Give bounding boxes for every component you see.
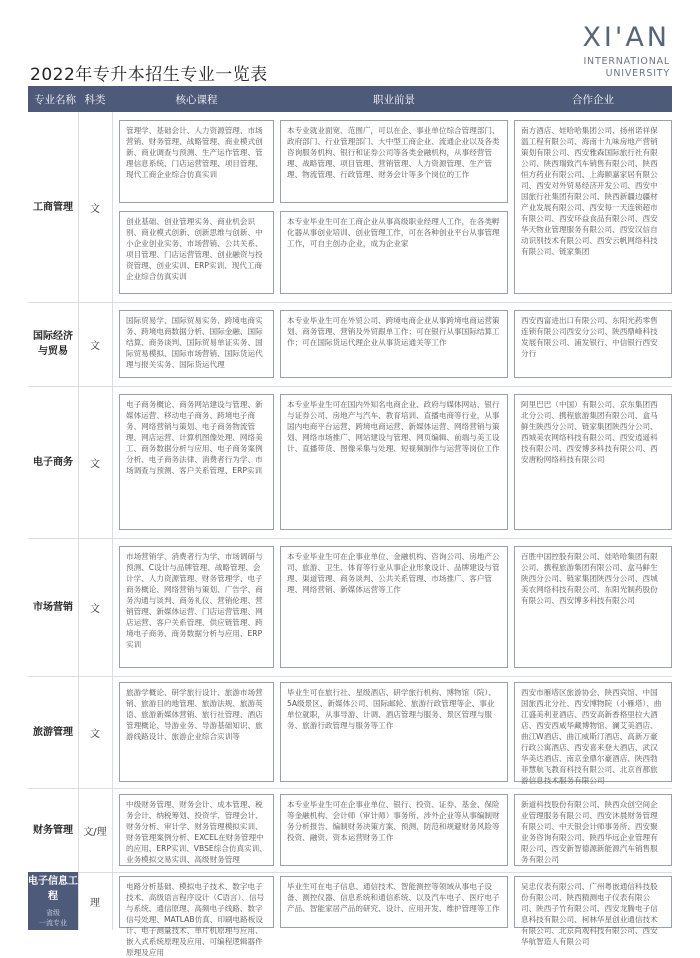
table-row bbox=[28, 112, 672, 303]
logo-line-university: UNIVERSITY bbox=[605, 68, 670, 79]
university-logo: XI'AN bbox=[582, 22, 670, 53]
major-category: 文 bbox=[90, 340, 100, 352]
major-category: 理 bbox=[90, 897, 100, 909]
career-prospects: 本专业就业面宽、范围广，可以在企、事业单位综合管理部门、政府部门、行业管理部门、大中型工商企业、流通企业以及各类咨询服务机构、银行和证券公司等各类金融机构，从事经营管理、战略管理、项目管理、营销管理、人力资源管理、生产管理、物流管理、行政管理、财务会计等多个岗位的工作 bbox=[280, 120, 508, 203]
core-courses: 电路分析基础、模拟电子技术、数字电子技术、高级语言程序设计（C语言）、信号与系统、通信原理、高频电子线路、数字信号处理、MATLAB仿真、印刷电路板设计、电子测量技术、单片机原理与应用、嵌入式系统原理及应用、可编程逻辑器件原理及应用 bbox=[119, 876, 274, 928]
logo-line-international: INTERNATIONAL bbox=[583, 56, 670, 67]
career-prospects: 本专业毕业生可在国内外知名电商企业、政府与媒体网站、银行与证券公司、房地产与汽车、教育培训、直播电商等行业，从事国内电商平台运营、跨境电商运营、新媒体运营、网络营销与策划、网络市场推广、网站建设与管理、网页编辑、前端与美工设计、直播带货、图像采集与处理、短视频制作与运营等岗位工作 bbox=[280, 394, 508, 530]
header-career: 职业前景 bbox=[373, 94, 415, 106]
partner-companies: 新道科技股份有限公司、陕西众创空间企业管理服务有限公司、西安沐晨财务管理有限公司、中天银会计师事务所、西安聚业务咨询有限公司、陕西华远企业管理有限公司、西安新智德源新能源汽车销售服务有限公司 bbox=[514, 794, 672, 866]
major-name: 旅游管理 bbox=[33, 726, 73, 738]
table-row bbox=[28, 872, 672, 957]
major-name: 财务管理 bbox=[33, 824, 73, 836]
partner-companies: 西安西富进出口有限公司、东阳光药零售连锁有限公司西安分公司、陕西鼎峰科技发展有限公司、浦发银行、中信银行西安分行 bbox=[514, 310, 672, 378]
header-core: 核心课程 bbox=[175, 94, 218, 106]
header-category: 科类 bbox=[84, 94, 106, 106]
major-category: 文 bbox=[90, 203, 100, 215]
major-name: 国际经济与贸易 bbox=[33, 331, 73, 357]
majors-table bbox=[28, 86, 672, 957]
major-name: 工商管理 bbox=[33, 201, 73, 213]
core-courses: 国际贸易学、国际贸易实务、跨境电商实务、跨境电商数据分析、国际金融、国际结算、商务谈判、国际贸易单证实务、国际贸易模拟、国际市场营销、国际货运代理与报关实务、国际货运代理 bbox=[119, 310, 274, 378]
major-name: 市场营销 bbox=[33, 601, 73, 613]
first-class-major-note: 省级 一流专业 bbox=[39, 909, 67, 927]
major-category: 文 bbox=[90, 603, 100, 615]
career-prospects: 毕业生可在电子信息、通信技术、智能测控等领域从事电子设备、测控仪器、信息系统和通信系统、以及汽车电子、医疗电子产品、智能家居产品的研究、设计、应用开发、维护管理等工作 bbox=[280, 876, 508, 928]
core-courses: 管理学、基础会计、人力资源管理、市场营销、财务管理、战略管理、商业模式创新、商业调查与预测、生产运作管理、管理信息系统、门店运营管理、项目管理、现代工商企业综合仿真实训 bbox=[119, 120, 274, 203]
table-header bbox=[28, 86, 672, 112]
table-row bbox=[28, 676, 672, 789]
table-row bbox=[28, 538, 672, 677]
table-row bbox=[28, 302, 672, 387]
page-title: 2022年专升本招生专业一览表 bbox=[30, 65, 268, 85]
career-prospects: 本专业毕业生可在企事业单位、金融机构、咨询公司、房地产公司、旅游、卫生、体育等行业从事企业形象设计、品牌建设与管理、渠道管理、商务谈判、公共关系管理、市场推广、客户管理、网络营销、新媒体运营等工作 bbox=[280, 546, 508, 668]
core-courses: 旅游学概论、研学旅行设计、旅游市场营销、旅游目的地管理、旅游法规、旅游英语、旅游新媒体营销、旅行社管理、酒店管理概论、导游业务、导游基础知识、旅游线路设计、旅游企业综合实训等 bbox=[119, 682, 274, 782]
partner-companies: 吴忠仪表有限公司、广州粤嵌通信科技股份有限公司、陕西精测电子仪表有限公司、陕西子竹有限公司、西安龙腾电子信息科技有限公司、柯林华星创业通信技术有限公司、北京尚观科技有限公司、西安华航智造人有限公司 bbox=[514, 876, 672, 928]
partner-companies: 西安市雁塔区旅游协会、陕西宾馆、中国国旅西北分社、西安博物院（小雁塔）、曲江盛美利亚酒店、西安高新香格里拉大酒店、西安西咸华藏博物馆、澜艾美酒店、曲江W酒店、曲江威斯汀酒店、高新万豪行政公寓酒店、西安喜来登大酒店、武汉华美达酒店、南京金鼎尔豪酒店、陕西勃菲慧航飞教育科技有限公司、北京首都旅游信息技术服务有限公司 bbox=[514, 682, 672, 782]
core-courses: 电子商务概论、商务网站建设与管理、新媒体运营、移动电子商务、跨境电子商务、网络营销与策划、电子商务物流管理、网店运营、计算机图像处理、网络美工、商务数据分析与应用、电子商务案例分析、电子商务法律、消费者行为学、市场调查与预测、客户关系管理、ERP实训 bbox=[119, 394, 274, 530]
partner-companies: 南方酒店、娃哈哈集团公司、扬州诺祥保温工程有限公司、海南十九味房地产营销策划有限公司、西安雅森国际旅行社有限公司、陕西瑞致汽车销售有限公司、陕西恒方药业有限公司、上海颐嘉家居有限公司、西安对外贸易经济开发公司、西安中国旅行社集团有限公司、陕西新疆边疆材产业发展有限公司、西安每一天连锁超市有限公司、西安环益食品有限公司、西安华天物业管理服务有限公司、西安汉信自动识别技术有限公司、西安云帆网络科技有限公司、链家集团 bbox=[514, 120, 672, 294]
major-name: 电子商务 bbox=[33, 456, 73, 468]
table-row bbox=[28, 788, 672, 873]
major-category: 文/理 bbox=[83, 826, 107, 838]
core-courses: 创业基础、创业管理实务、商业机会识别、商业模式创新、创新思维与创新、中小企业创业实务、市场营销、公共关系、项目管理、门店运营管理、创业融资与投资管理、创业实训、ERP实训、现代工商企业综合仿真实训 bbox=[119, 211, 274, 294]
career-prospects: 本专业毕业生可在外贸公司、跨境电商企业从事跨境电商运营策划、商务管理、营销及外贸跟单工作；可在银行从事国际结算工作；可在国际货运代理企业从事货运通关等工作 bbox=[280, 310, 508, 378]
career-prospects: 本专业毕业生可在工商企业从事高级职业经理人工作，在各类孵化器从事创业培训、创业管理工作，可在各种创业平台从事管理工作，可自主创办企业，成为企业家 bbox=[280, 211, 508, 294]
major-name-featured: 电子信息工程 省级 一流专业 bbox=[28, 872, 78, 930]
table-row bbox=[28, 386, 672, 539]
core-courses: 中级财务管理、财务会计、成本管理、税务会计、纳税筹划、投资学、管理会计、财务分析、审计学、财务管理模拟实训、财务管理案例分析、EXCEL在财务管理中的应用、ERP实训、VBSE综合仿真实训、业务模拟交易实训、高级财务管理 bbox=[119, 794, 274, 866]
major-category: 文 bbox=[90, 458, 100, 470]
header-partners: 合作企业 bbox=[572, 94, 614, 106]
header-name: 专业名称 bbox=[34, 94, 76, 106]
major-category: 文 bbox=[90, 728, 100, 740]
core-courses: 市场营销学、消费者行为学、市场调研与预测、C设计与品牌管理、战略管理、会计学、人力资源管理、财务管理学、电子商务概论、网络营销与策划、广告学、商务沟通与谈判、商务礼仪、营销伦理、营销管理、新媒体运营、门店运营管理、网店运营、客户关系管理、供应链管理、跨境电子商务、商务数据分析与应用、ERP实训 bbox=[119, 546, 274, 668]
partner-companies: 百胜中国控股有限公司、娃哈哈集团有限公司、携程旅游集团有限公司、盒马鲜生陕西分公司、链家集团陕西分公司、西城美农网络科技有限公司、东阳光制药股份有限公司、西安博多科技有限公司 bbox=[514, 546, 672, 668]
career-prospects: 毕业生可在旅行社、星级酒店、研学旅行机构、博物馆（院）、5A级景区、新媒体公司、国际邮轮、旅游行政管理等企、事业单位就职，从事导游、计调、酒店管理与服务、景区管理与服务、旅游行政管理与服务等工作 bbox=[280, 682, 508, 782]
career-prospects: 本专业毕业生可在企事业单位、银行、投资、证券、基金、保险等金融机构、会计师（审计师）事务所、涉外企业等从事编制财务分析报告、编制财务决策方案、预测、防范和规避财务风险等投资、融资、资本运营财务工作 bbox=[280, 794, 508, 866]
partner-companies: 阿里巴巴（中国）有限公司、京东集团西北分公司、携程旅游集团有限公司、盒马鲜生陕西分公司、链家集团陕西分公司、西城美农网络科技有限公司、西安逍遥科技有限公司、西安博多科技有限公司、西安唐粉网络科技有限公司 bbox=[514, 394, 672, 530]
